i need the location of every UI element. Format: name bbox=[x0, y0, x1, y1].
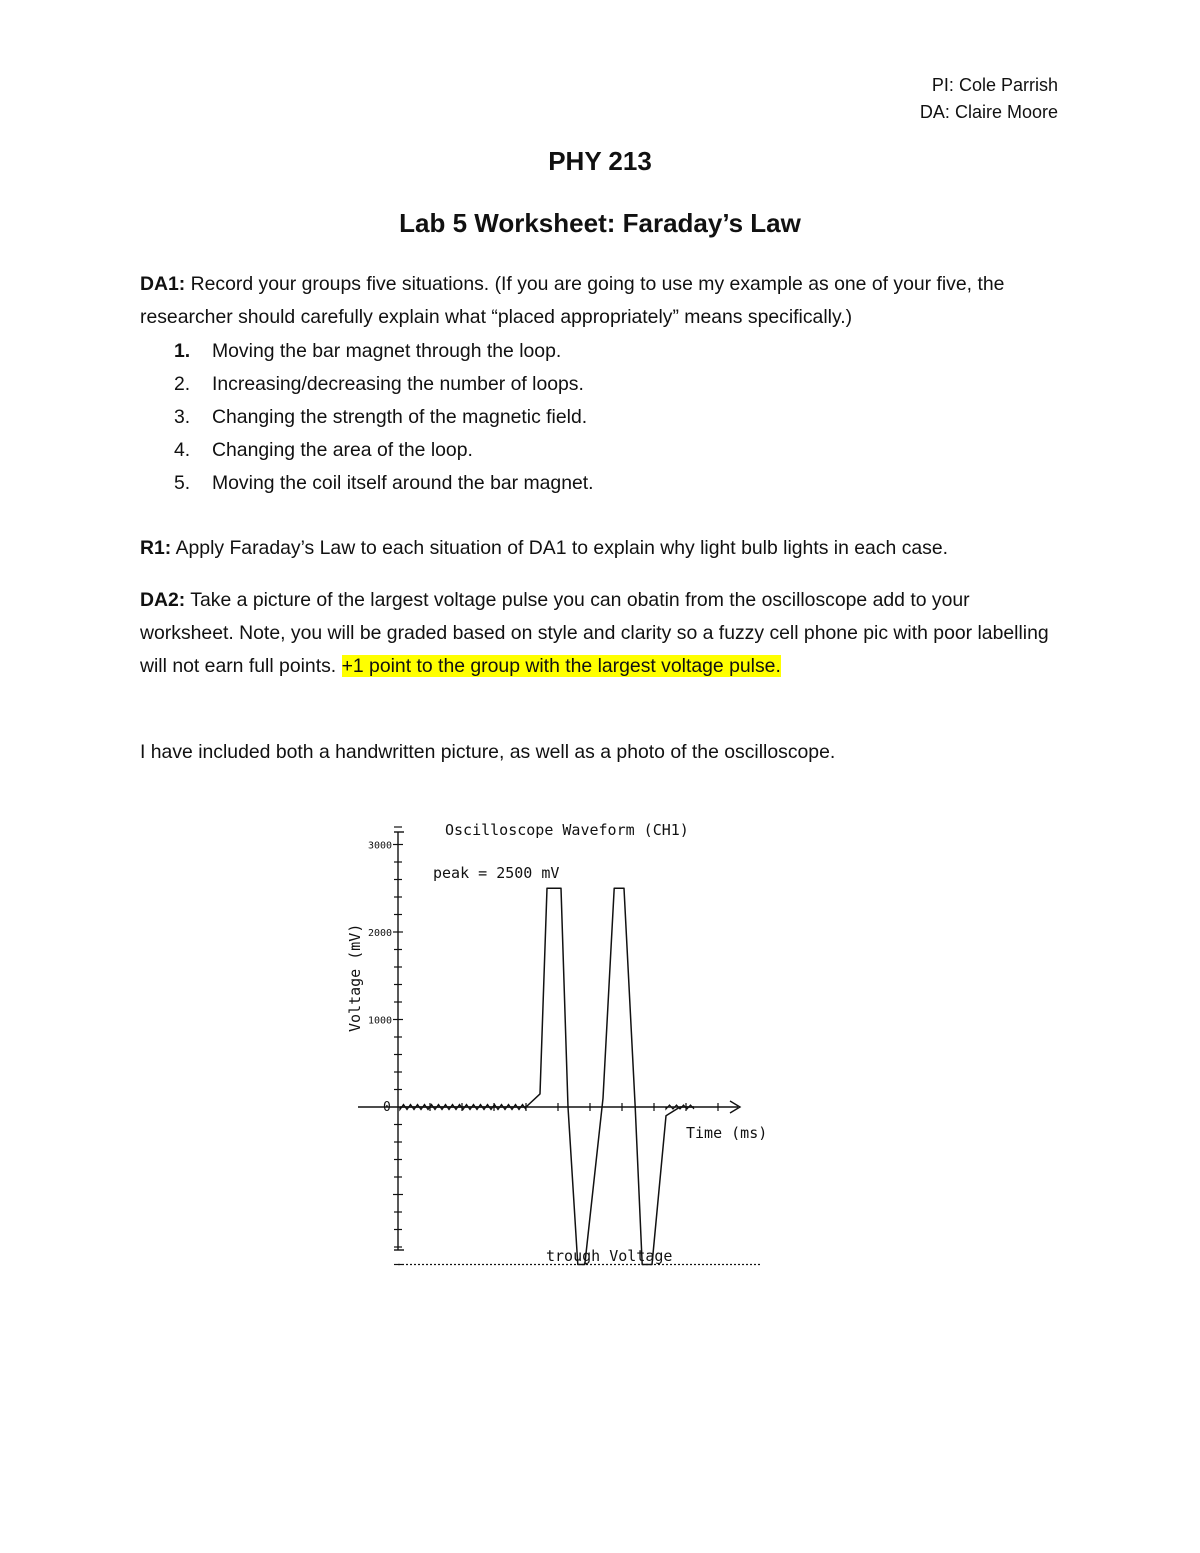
list-item bbox=[174, 467, 594, 500]
list-text: Increasing/decreasing the number of loops. bbox=[212, 373, 584, 395]
y-tick-label: 1000 bbox=[368, 1015, 393, 1027]
r1-label: R1: bbox=[140, 537, 172, 559]
ch1-waveform bbox=[400, 888, 694, 1264]
da2-label: DA2: bbox=[140, 589, 186, 611]
list-text: Changing the strength of the magnetic field. bbox=[212, 406, 588, 428]
da1-paragraph bbox=[140, 268, 1060, 334]
situations-list bbox=[174, 335, 594, 500]
y-tick-label: 2000 bbox=[368, 928, 393, 939]
list-text: Changing the area of the loop. bbox=[212, 439, 473, 461]
list-number: 1. bbox=[174, 340, 191, 362]
list-number: 2. bbox=[174, 373, 191, 395]
y-axis-label: Voltage (mV) bbox=[346, 923, 364, 1032]
da2-paragraph bbox=[140, 584, 1060, 683]
y-tick-label: 0 bbox=[383, 1100, 391, 1115]
included-note: I have included both a handwritten picture, as well as a photo of the oscilloscope. bbox=[140, 741, 836, 763]
r1-text: Apply Faraday’s Law to each situation of DA1 to explain why light bulb lights in each case. bbox=[171, 537, 949, 559]
page-title: Lab 5 Worksheet: Faraday’s Law bbox=[399, 208, 801, 238]
trough-annotation: trough Voltage bbox=[546, 1247, 673, 1265]
list-text: Moving the bar magnet through the loop. bbox=[212, 340, 562, 362]
list-item bbox=[174, 434, 594, 467]
pi-label: PI: bbox=[931, 75, 954, 95]
r1-paragraph bbox=[140, 532, 1060, 565]
da-label: DA: bbox=[919, 102, 950, 122]
list-item bbox=[174, 401, 594, 434]
peak-annotation: peak = 2500 mV bbox=[433, 864, 560, 882]
da-name: Claire Moore bbox=[954, 102, 1058, 122]
list-text: Moving the coil itself around the bar magnet. bbox=[212, 472, 594, 494]
bonus-highlight: +1 point to the group with the largest voltage pulse. bbox=[341, 655, 781, 677]
list-number: 5. bbox=[174, 472, 191, 494]
list-number: 3. bbox=[174, 406, 191, 428]
da-line bbox=[920, 99, 1058, 125]
pi-line bbox=[932, 72, 1058, 98]
list-item bbox=[174, 368, 594, 401]
y-tick-label: 3000 bbox=[368, 840, 393, 852]
waveform-chart bbox=[330, 810, 770, 1290]
chart-title: Oscilloscope Waveform (CH1) bbox=[445, 821, 689, 839]
oscilloscope-sketch bbox=[330, 810, 770, 1290]
x-axis-label: Time (ms) bbox=[686, 1124, 768, 1142]
pi-name: Cole Parrish bbox=[958, 75, 1058, 95]
da2-text: Take a picture of the largest voltage pulse you can obatin from the oscilloscope add to your worksheet. Note, you will be graded based on style and clarity so a fuzzy cell phone pic with poor labelling will not earn full points. bbox=[140, 589, 1049, 677]
da1-label: DA1: bbox=[140, 273, 186, 295]
da1-text: Record your groups five situations. (If you are going to use my example as one of your five, the researcher should carefully explain what “placed appropriately” means specifically.) bbox=[140, 273, 1005, 328]
course-code: PHY 213 bbox=[548, 146, 652, 176]
list-number: 4. bbox=[174, 439, 191, 461]
list-item bbox=[174, 335, 594, 368]
